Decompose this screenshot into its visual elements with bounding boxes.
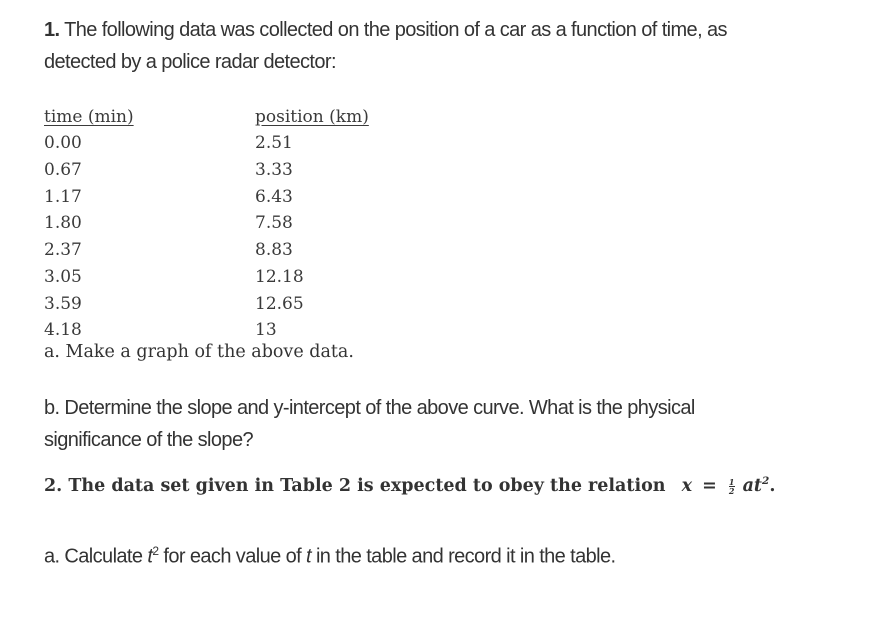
equation-equals: = [702, 475, 717, 496]
equation-rhs: at [742, 475, 763, 496]
cell-time: 1.17 [44, 186, 82, 207]
question-1-text-line-1: The following data was collected on the position of a car as a function of time, as [64, 19, 727, 41]
header-time: time (min) [44, 106, 134, 127]
question-1-number: 1. [44, 19, 60, 41]
question-2-number: 2. [44, 475, 63, 496]
cell-time: 4.18 [44, 320, 82, 341]
cell-position: 12.65 [255, 293, 304, 314]
table-header-row [44, 100, 369, 127]
cell-time: 1.80 [44, 213, 82, 234]
equation-fraction [729, 478, 735, 495]
question-1-line-2: detected by a police radar detector: [44, 51, 336, 73]
variable-t: t [147, 545, 153, 568]
equation-exponent: 2 [762, 475, 770, 487]
cell-time: 2.37 [44, 240, 82, 261]
exponent: 2 [152, 544, 159, 558]
data-table [44, 100, 369, 340]
table-row [44, 287, 369, 314]
question-2-text: The data set given in Table 2 is expected to obey the relation [68, 475, 666, 496]
cell-time: 0.00 [44, 133, 82, 154]
table-row [44, 180, 369, 207]
question-1-intro [44, 14, 874, 78]
equation-lhs: x [681, 475, 693, 496]
question-1-line-1 [44, 14, 874, 46]
table-row [44, 314, 369, 341]
cell-position: 8.83 [255, 240, 293, 261]
cell-position: 6.43 [255, 186, 293, 207]
relation-equation [682, 476, 776, 496]
cell-position: 7.58 [255, 213, 293, 234]
cell-position: 12.18 [255, 266, 304, 287]
question-1-part-b [44, 392, 864, 456]
table-row [44, 260, 369, 287]
variable-t: t [306, 545, 311, 568]
question-2 [44, 475, 884, 496]
header-position: position (km) [255, 106, 369, 127]
table-row [44, 207, 369, 234]
table-row [44, 153, 369, 180]
question-2-part-a [44, 535, 864, 573]
question-1-part-b-line-1: b. Determine the slope and y-intercept of the above curve. What is the physical [44, 397, 695, 419]
cell-position: 3.33 [255, 160, 293, 181]
fraction-denominator: 2 [728, 485, 735, 496]
equation-period: . [769, 475, 776, 496]
part-a-pre: a. Calculate [44, 545, 148, 568]
part-a-post: in the table and record it in the table. [310, 545, 616, 568]
fraction-numerator: 1 [728, 476, 735, 487]
cell-time: 0.67 [44, 160, 82, 181]
cell-position: 13 [255, 320, 277, 341]
table-row [44, 127, 369, 154]
table-row [44, 233, 369, 260]
cell-position: 2.51 [255, 133, 293, 154]
part-a-mid: for each value of [158, 545, 307, 568]
cell-time: 3.59 [44, 293, 82, 314]
question-1-part-b-line-2: significance of the slope? [44, 429, 253, 451]
question-1-part-a: a. Make a graph of the above data. [44, 342, 354, 362]
cell-time: 3.05 [44, 266, 82, 287]
